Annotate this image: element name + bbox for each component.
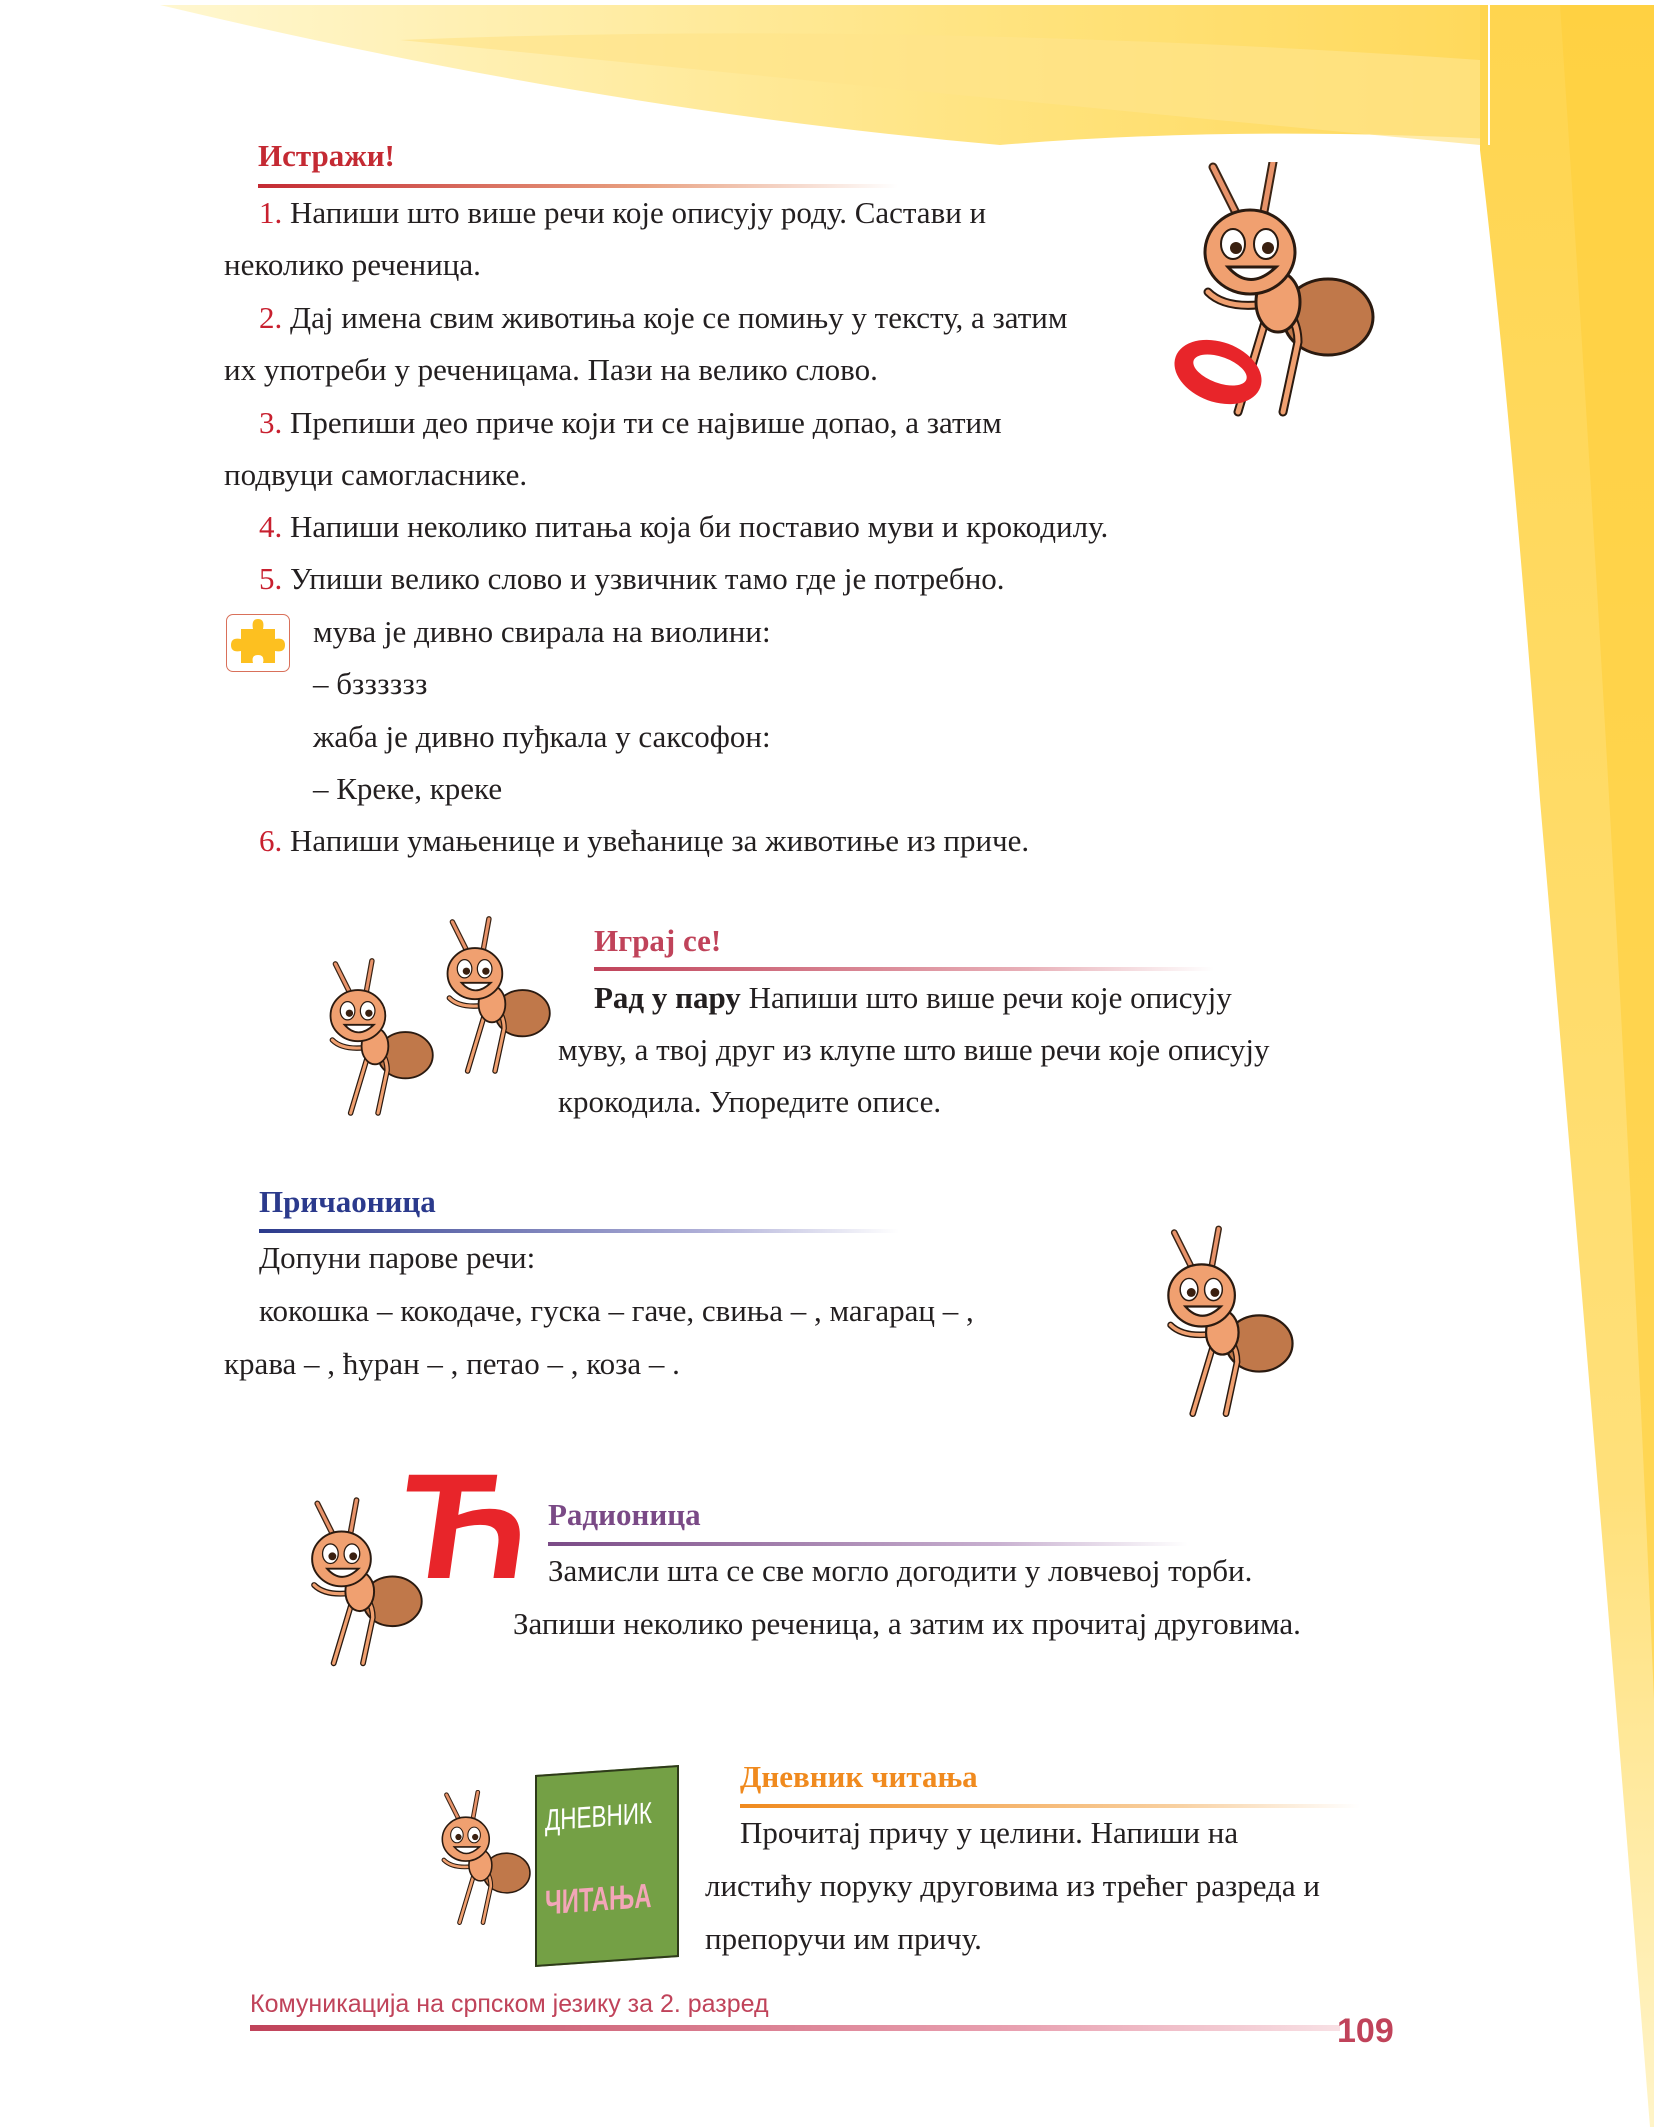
task-number: 1. [259,195,283,230]
task-text: Препиши део приче који ти се највише допао, а затим [290,405,1002,440]
dnevnik-line: листићу поруку друговима из трећег разреда и [705,1868,1320,1903]
pricaonica-heading: Причаоница [259,1184,436,1219]
igraj-text: Напиши што више речи које описују [740,980,1232,1015]
istrazi-heading: Истражи! [258,138,395,173]
pricaonica-line: Допуни парове речи: [259,1240,536,1275]
dnevnik-line: препоручи им причу. [705,1921,982,1956]
book-title: ДНЕВНИК [545,1796,653,1838]
task-number: 6. [259,823,283,858]
exercise-line: – Креке, креке [313,771,503,806]
radionica-line: Замисли шта се све могло догодити у ловчевој торби. [548,1553,1253,1588]
exercise-line: – бзззззз [313,666,428,701]
igraj-heading: Играј се! [594,923,722,958]
task-number: 2. [259,300,283,335]
task-2 [259,292,1068,344]
task-6 [259,815,1029,867]
book-title: ЧИТАЊА [545,1876,652,1923]
task-number: 5. [259,561,283,596]
task-2-cont: их употреби у реченицама. Пази на велико слово. [224,352,878,387]
pricaonica-line: кокошка – кокодаче, гуска – гаче, свиња – , магарац – , [259,1293,974,1328]
task-text: Упиши велико слово и узвичник тамо где је потребно. [290,561,1005,596]
ant-illustration [1141,1190,1311,1460]
exercise-line: жаба је дивно пуђкала у саксофон: [313,719,771,754]
ant-peeking-illustration [423,1790,543,1930]
igraj-rule [594,967,1214,971]
task-5 [259,553,1005,605]
igraj-line: муву, а твој друг из клупе што више речи које описују [558,1032,1270,1067]
task-text: Дај имена свим животиња које се помињу у тексту, а затим [290,300,1068,335]
page-number: 109 [1337,2012,1394,2050]
exercise-line: мува је дивно свирала на виолини: [313,614,771,649]
footer-rule [250,2025,1340,2031]
pair-work-label: Рад у пару [594,980,741,1015]
task-1-cont: неколико реченица. [224,247,481,282]
footer-book-title: Комуникација на српском језику за 2. разред [250,1990,769,2018]
task-3 [259,397,1002,449]
task-1 [259,187,986,239]
pricaonica-line: крава – , ћуран – , петао – , коза – . [224,1346,680,1381]
task-text: Напиши умањенице и увећанице за животиње из приче. [290,823,1030,858]
task-4 [259,501,1108,553]
task-number: 3. [259,405,283,440]
task-text: Напиши неколико питања која би поставио муви и крокодилу. [290,509,1109,544]
igraj-line: крокодила. Упоредите описе. [558,1084,942,1119]
task-number: 4. [259,509,283,544]
radionica-heading: Радионица [548,1497,701,1532]
igraj-line [594,972,1232,1024]
radionica-line: Запиши неколико реченица, а затим их прочитај друговима. [513,1606,1301,1641]
letter-cj-illustration: Ћ [388,1442,544,1610]
task-text: Напиши што више речи које описују роду. Састави и [290,195,987,230]
ant-waving-illustration [425,898,565,1098]
dnevnik-heading: Дневник читања [740,1759,978,1794]
ant-with-letter-o-illustration [1168,162,1398,422]
task-3-cont: подвуци самогласнике. [224,457,528,492]
puzzle-icon [226,614,290,672]
dnevnik-line: Прочитај причу у целини. Напиши на [740,1815,1239,1850]
reading-diary-book-illustration [535,1765,679,1967]
